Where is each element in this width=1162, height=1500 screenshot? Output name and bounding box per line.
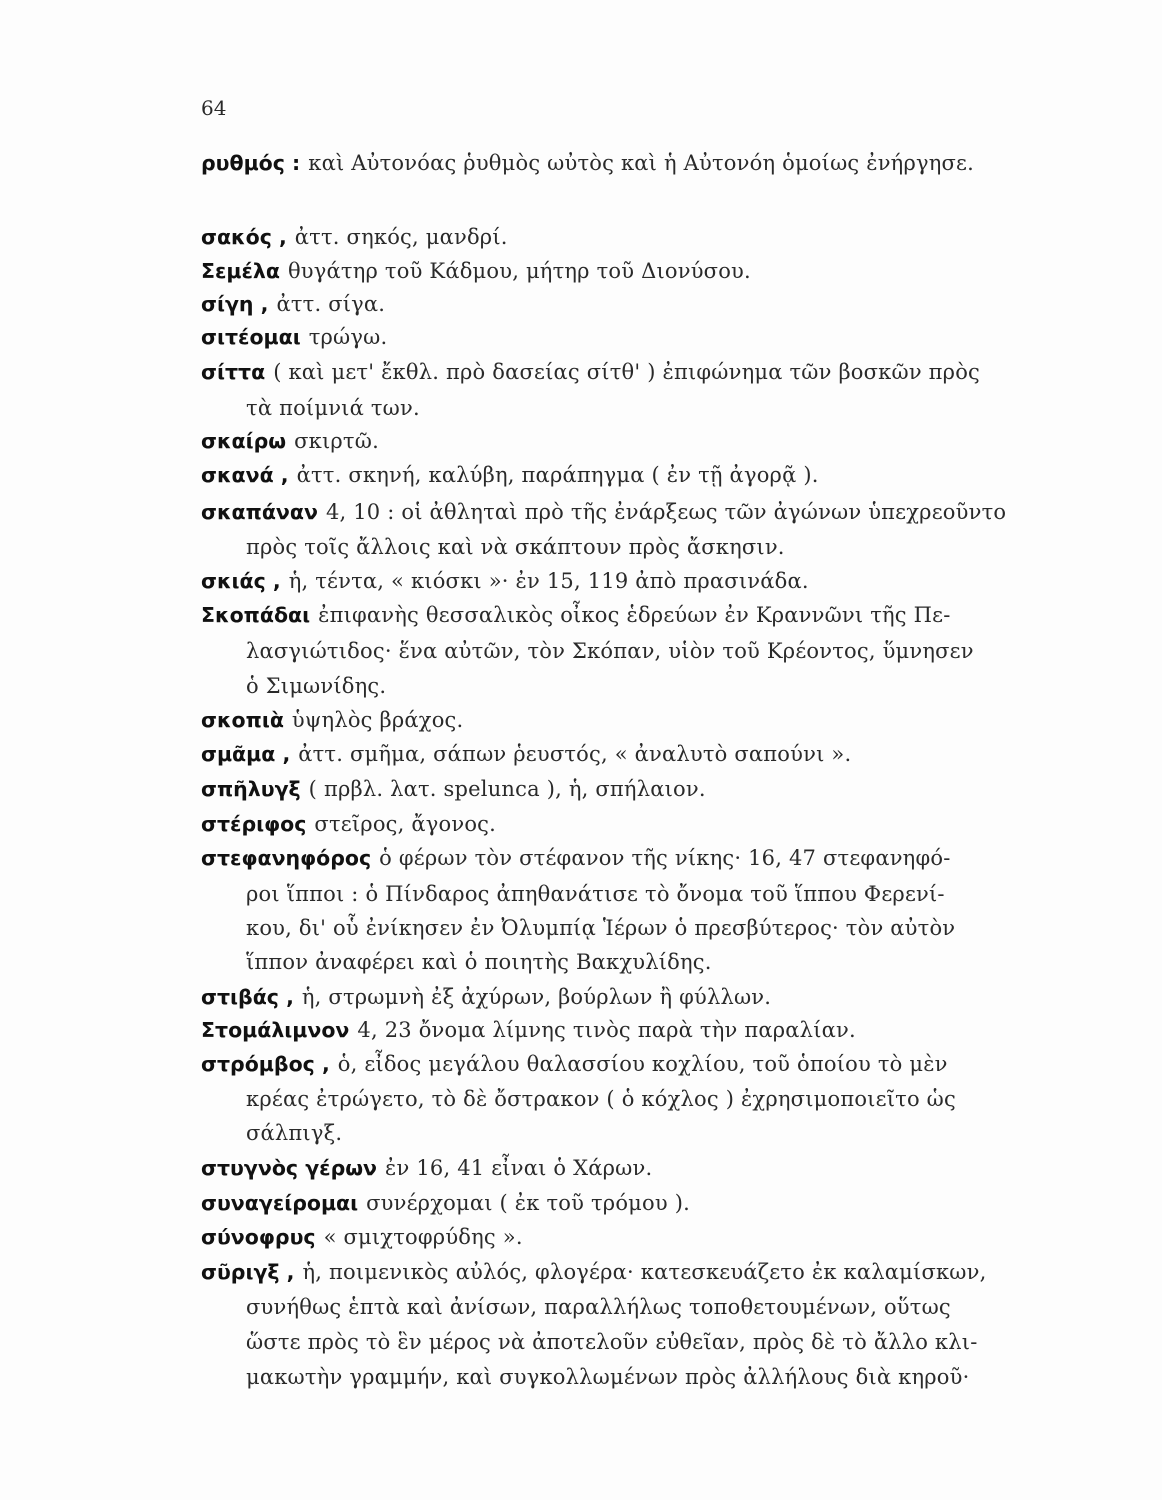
headword: σκαπάναν (201, 500, 318, 524)
glossary-line (201, 1049, 1041, 1079)
headword: σύνοφρυς (201, 1225, 316, 1249)
definition: ἡ, στρωμνὴ ἐξ ἀχύρων, βούρλων ἢ φύλλων. (301, 985, 772, 1009)
headword: σκανά , (201, 463, 289, 487)
glossary-line (201, 322, 1041, 352)
definition: ἀττ. σμῆμα, σάπων ῥευστός, « ἀναλυτὸ σαπούνι ». (298, 742, 852, 766)
definition: ἀττ. σκηνή, καλύβη, παράπηγμα ( ἐν τῇ ἀγορᾷ ). (296, 463, 819, 487)
definition: λασγιώτιδος· ἕνα αὐτῶν, τὸν Σκόπαν, υἱὸν τοῦ Κρέοντος, ὕμνησεν (246, 639, 974, 663)
definition: κρέας ἐτρώγετο, τὸ δὲ ὄστρακον ( ὁ κόχλος ) ἐχρησιμοποιεῖτο ὡς (246, 1087, 956, 1111)
headword: σπῆλυγξ (201, 777, 301, 801)
headword: σιτέομαι (201, 325, 301, 349)
headword: Σεμέλα (201, 259, 280, 283)
page-number: 64 (201, 96, 227, 120)
headword: στυγνὸς γέρων (201, 1156, 378, 1180)
headword: Σκοπάδαι (201, 603, 311, 627)
glossary-line (201, 774, 1041, 804)
glossary-line (201, 256, 1041, 286)
definition: ὁ Σιμωνίδης. (246, 674, 387, 698)
headword: σίγη , (201, 292, 269, 316)
headword: σίττα (201, 360, 266, 384)
glossary-line-continuation (246, 1118, 1041, 1148)
definition: ροι ἵπποι : ὁ Πίνδαρος ἀπηθανάτισε τὸ ὄνομα τοῦ ἵππου Φερενί- (246, 882, 945, 906)
headword: στεφανηφόρος (201, 846, 372, 870)
definition: ὁ φέρων τὸν στέφανον τῆς νίκης· 16, 47 στεφανηφό- (379, 846, 951, 870)
glossary-line (201, 426, 1041, 456)
definition: πρὸς τοῖς ἄλλοις καὶ νὰ σκάπτουν πρὸς ἄσκησιν. (246, 535, 785, 559)
glossary-line (201, 222, 1041, 252)
glossary-line (201, 1153, 1041, 1183)
definition: στεῖρος, ἄγονος. (314, 812, 496, 836)
glossary-line-continuation (246, 879, 1041, 909)
glossary-line (201, 809, 1041, 839)
definition: ( πρβλ. λατ. spelunca ), ἡ, σπήλαιον. (308, 777, 706, 801)
glossary-line-continuation (246, 947, 1041, 977)
headword: ρυθμός : (201, 151, 301, 175)
glossary-line-continuation (246, 532, 1041, 562)
glossary-line-continuation (246, 1327, 1041, 1357)
definition: τὰ ποίμνιά των. (246, 396, 420, 420)
glossary-line (201, 843, 1041, 873)
definition: ἵππον ἀναφέρει καὶ ὁ ποιητὴς Βακχυλίδης. (246, 950, 712, 974)
headword: σκοπιὰ (201, 708, 284, 732)
glossary-line (201, 1015, 1041, 1045)
glossary-line-continuation (246, 1292, 1041, 1322)
glossary-line-continuation (246, 1084, 1041, 1114)
definition: ὥστε πρὸς τὸ ἓν μέρος νὰ ἀποτελοῦν εὐθεῖαν, πρὸς δὲ τὸ ἄλλο κλι- (246, 1330, 978, 1354)
definition: κου, δι' οὗ ἐνίκησεν ἐν Ὀλυμπίᾳ Ἱέρων ὁ πρεσβύτερος· τὸν αὐτὸν (246, 916, 956, 940)
headword: στιβάς , (201, 985, 294, 1009)
definition: συνέρχομαι ( ἐκ τοῦ τρόμου ). (366, 1191, 690, 1215)
glossary-line (201, 705, 1041, 735)
glossary-line (201, 566, 1041, 596)
definition: 4, 23 ὄνομα λίμνης τινὸς παρὰ τὴν παραλίαν. (357, 1018, 856, 1042)
glossary-line (201, 148, 1041, 178)
headword: σκιάς , (201, 569, 281, 593)
glossary-line (201, 1222, 1041, 1252)
definition: συνήθως ἑπτὰ καὶ ἀνίσων, παραλλήλως τοποθετουμένων, οὕτως (246, 1295, 951, 1319)
glossary-line (201, 1188, 1041, 1218)
definition: ( καὶ μετ' ἔκθλ. πρὸ δασείας σίτθ' ) ἐπιφώνημα τῶν βοσκῶν πρὸς (273, 360, 981, 384)
glossary-line-continuation (246, 393, 1041, 423)
headword: στρόμβος , (201, 1052, 330, 1076)
definition: ἡ, ποιμενικὸς αὐλός, φλογέρα· κατεσκευάζετο ἐκ καλαμίσκων, (302, 1260, 987, 1284)
glossary-line-continuation (246, 1362, 1041, 1392)
definition: σκιρτῶ. (294, 429, 379, 453)
headword: σμᾶμα , (201, 742, 291, 766)
definition: 4, 10 : οἱ ἀθληταὶ πρὸ τῆς ἐνάρξεως τῶν ἀγώνων ὑπεχρεοῦντο (325, 500, 1007, 524)
glossary-line (201, 600, 1041, 630)
headword: Στομάλιμνον (201, 1018, 350, 1042)
definition: ἐν 16, 41 εἶναι ὁ Χάρων. (385, 1156, 653, 1180)
headword: σακός , (201, 225, 287, 249)
definition: ὑψηλὸς βράχος. (291, 708, 464, 732)
glossary-line-continuation (246, 671, 1041, 701)
definition: μακωτὴν γραμμήν, καὶ συγκολλωμένων πρὸς ἀλλήλους διὰ κηροῦ· (246, 1365, 970, 1389)
headword: συναγείρομαι (201, 1191, 359, 1215)
definition: σάλπιγξ. (246, 1121, 343, 1145)
glossary-line (201, 357, 1041, 387)
definition: ὁ, εἶδος μεγάλου θαλασσίου κοχλίου, τοῦ ὁποίου τὸ μὲν (337, 1052, 948, 1076)
definition: θυγάτηρ τοῦ Κάδμου, μήτηρ τοῦ Διονύσου. (287, 259, 751, 283)
glossary-line (201, 460, 1041, 490)
glossary-line (201, 497, 1041, 527)
headword: στέριφος (201, 812, 307, 836)
glossary-line (201, 982, 1041, 1012)
headword: σῦριγξ , (201, 1260, 295, 1284)
definition: ἐπιφανὴς θεσσαλικὸς οἶκος ἑδρεύων ἐν Κραννῶνι τῆς Πε- (318, 603, 951, 627)
glossary-line (201, 1257, 1041, 1287)
glossary-line-continuation (246, 636, 1041, 666)
headword: σκαίρω (201, 429, 287, 453)
glossary-line (201, 739, 1041, 769)
definition: καὶ Αὐτονόας ῥυθμὸς ωὐτὸς καὶ ἡ Αὐτονόη ὁμοίως ἐνήργησε. (308, 151, 975, 175)
glossary-line-continuation (246, 913, 1041, 943)
definition: ἡ, τέντα, « κιόσκι »· ἐν 15, 119 ἀπὸ πρασινάδα. (288, 569, 809, 593)
definition: ἀττ. σηκός, μανδρί. (294, 225, 508, 249)
definition: ἀττ. σίγα. (276, 292, 386, 316)
glossary-line (201, 289, 1041, 319)
definition: τρώγω. (308, 325, 388, 349)
definition: « σμιχτοφρύδης ». (323, 1225, 523, 1249)
